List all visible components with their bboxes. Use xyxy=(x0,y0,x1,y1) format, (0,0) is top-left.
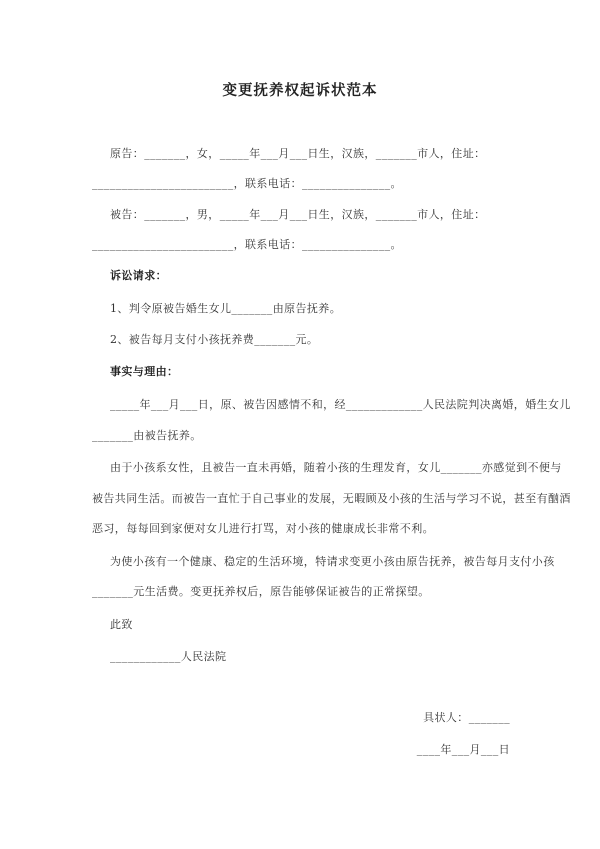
claim-1: 1、判令原被告婚生女儿_______由原告抚养。 xyxy=(110,302,342,315)
facts-para-1-line-1: _____年___月___日，原、被告因感情不和，经_____________人民法院判决离婚，婚生女儿 xyxy=(110,398,571,411)
facts-heading: 事实与理由： xyxy=(110,365,179,378)
facts-para-3-line-2: _______元生活费。变更抚养权后，原告能够保证被告的正常探望。 xyxy=(92,585,430,598)
document-title: 变更抚养权起诉状范本 xyxy=(222,82,378,99)
facts-para-2-line-2: 被告共同生活。而被告一直忙于自己事业的发展，无暇顾及小孩的生活与学习不说，甚至有酗酒 xyxy=(92,492,571,505)
salutation: 此致 xyxy=(110,618,133,631)
defendant-line-1: 被告：_______，男，_____年___月___日生，汉族，_______市人，住址： xyxy=(110,208,486,221)
facts-para-3-line-1: 为使小孩有一个健康、稳定的生活环境，特请求变更小孩由原告抚养，被告每月支付小孩 xyxy=(110,555,555,568)
signer-line: 具状人：_______ xyxy=(423,711,510,724)
date-line: ____年___月___日 xyxy=(416,743,510,756)
defendant-line-2: ________________________，联系电话：_______________。 xyxy=(92,238,402,251)
facts-para-1-line-2: _______由被告抚养。 xyxy=(92,429,202,442)
claim-2: 2、被告每月支付小孩抚养费_______元。 xyxy=(110,333,319,346)
court-line: ____________人民法院 xyxy=(110,650,227,663)
claims-heading: 诉讼请求： xyxy=(110,269,167,282)
plaintiff-line-1: 原告：_______，女，_____年___月___日生，汉族，_______市人，住址： xyxy=(110,147,486,160)
plaintiff-line-2: ________________________，联系电话：_______________。 xyxy=(92,177,402,190)
facts-para-2-line-1: 由于小孩系女性，且被告一直未再婚，随着小孩的生理发育，女儿_______亦感觉到不便与 xyxy=(110,461,562,474)
facts-para-2-line-3: 恶习，每每回到家便对女儿进行打骂，对小孩的健康成长非常不利。 xyxy=(92,522,434,535)
